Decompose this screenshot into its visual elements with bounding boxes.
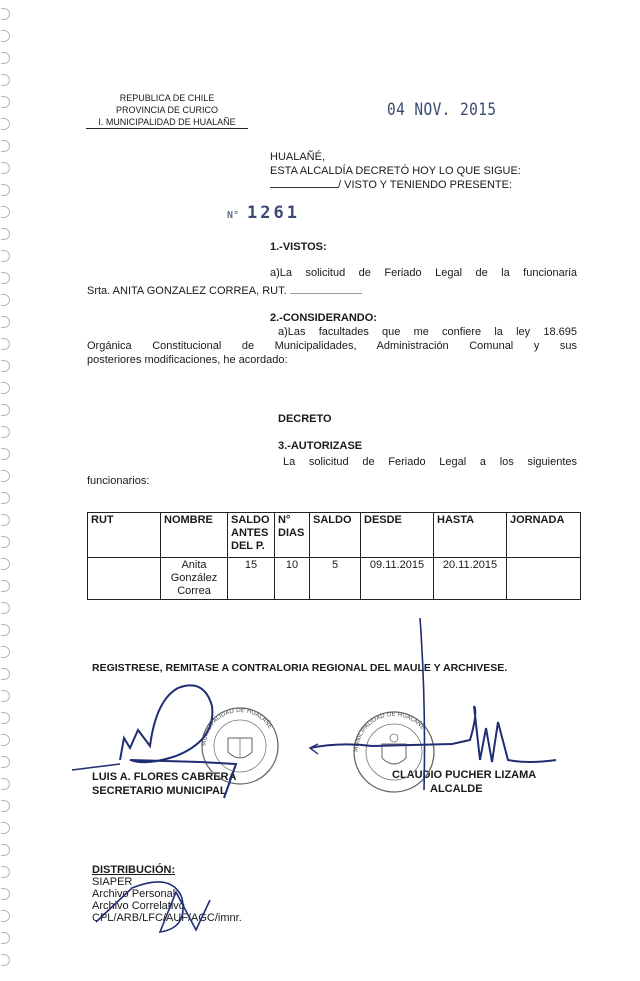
distribution-item: CPL/ARB/LFC/AUF/AGC/imnr.: [92, 912, 242, 924]
binding-ring: [1, 910, 10, 922]
letterhead: [86, 92, 248, 129]
signature-left: [92, 770, 236, 798]
blank-line: [270, 187, 338, 188]
preamble-decree-line: ESTA ALCALDÍA DECRETÓ HOY LO QUE SIGUE:: [270, 165, 521, 177]
table-header-row: [88, 513, 581, 558]
binding-ring: [1, 844, 10, 856]
autorizase-line1: La solicitud de Feriado Legal a los siguientes: [283, 456, 577, 468]
binding-ring: [1, 8, 10, 20]
binding-ring: [1, 52, 10, 64]
binding-ring: [1, 272, 10, 284]
binding-ring: [1, 734, 10, 746]
binding-ring: [1, 888, 10, 900]
decreto-heading: DECRETO: [278, 413, 332, 425]
considerando-heading: 2.-CONSIDERANDO:: [270, 312, 377, 324]
closing-line: REGISTRESE, REMITASE A CONTRALORIA REGIONAL DEL MAULE Y ARCHIVESE.: [92, 662, 508, 674]
binding-ring: [1, 228, 10, 240]
considerando-line3: posteriores modificaciones, he acordado:: [87, 354, 288, 366]
signature-left-title: SECRETARIO MUNICIPAL: [92, 785, 227, 797]
redacted-field: [290, 293, 362, 294]
cell-saldo-antes: 15: [228, 558, 275, 600]
cell-nombre: Anita González Correa: [161, 558, 228, 600]
col-hasta: HASTA: [434, 513, 507, 558]
binding-ring: [1, 514, 10, 526]
signature-right-scribble: [310, 706, 556, 762]
preamble: [270, 150, 521, 192]
binding-ring: [1, 404, 10, 416]
binding-ring: [1, 206, 10, 218]
binding-ring: [1, 338, 10, 350]
binding-ring: [1, 668, 10, 680]
binding-ring: [1, 184, 10, 196]
svg-text:MUNICIPALIDAD DE HUALAÑE: [353, 711, 426, 752]
binding-ring: [1, 30, 10, 42]
seal-left-text: MUNICIPALIDAD DE HUALAÑE: [200, 706, 274, 747]
binding-ring: [1, 74, 10, 86]
signature-right-title: ALCALDE: [430, 783, 483, 795]
autorizase-line2: funcionarios:: [87, 475, 150, 487]
autorizase-heading: 3.-AUTORIZASE: [278, 440, 363, 452]
distribution-title: DISTRIBUCIÓN:: [92, 864, 176, 876]
binding-ring: [1, 360, 10, 372]
signature-left-name: LUIS A. FLORES CABRERA: [92, 771, 237, 783]
table-row: [88, 558, 581, 600]
binding-ring: [1, 690, 10, 702]
binding-ring: [1, 932, 10, 944]
col-rut: RUT: [88, 513, 161, 558]
signature-right: [392, 768, 536, 796]
binding-ring: [1, 778, 10, 790]
binding-ring: [1, 492, 10, 504]
vistos-text-b: Srta. ANITA GONZALEZ CORREA, RUT.: [87, 285, 287, 297]
header-country: REPUBLICA DE CHILE: [119, 93, 215, 103]
binding-ring: [1, 250, 10, 262]
header-municipality: I. MUNICIPALIDAD DE HUALAÑE: [86, 116, 248, 129]
vistos-heading: 1.-VISTOS:: [270, 241, 327, 253]
binding-ring: [1, 954, 10, 966]
distribution-list: [92, 864, 242, 924]
cell-desde: 09.11.2015: [361, 558, 434, 600]
distribution-item: Archivo Correlativo: [92, 900, 185, 912]
distribution-item: SIAPER: [92, 876, 133, 888]
cell-saldo: 5: [310, 558, 361, 600]
binding-ring: [1, 866, 10, 878]
binding-ring: [1, 558, 10, 570]
binding-ring: [1, 822, 10, 834]
feriado-table: [87, 512, 581, 600]
svg-text:MUNICIPALIDAD DE HUALAÑE: [201, 707, 274, 746]
preamble-visto-line: [270, 178, 521, 192]
cell-jornada: [507, 558, 581, 600]
binding-ring: [1, 96, 10, 108]
binding-ring: [1, 624, 10, 636]
considerando-line2: Orgánica Constitucional de Municipalidades, Administración Comunal y sus: [87, 340, 577, 352]
binding-ring: [1, 426, 10, 438]
decree-number-mark: N°: [227, 210, 240, 221]
binding-ring: [1, 646, 10, 658]
cell-hasta: 20.11.2015: [434, 558, 507, 600]
binding-ring: [1, 448, 10, 460]
vistos-text-b-line: [87, 284, 362, 298]
binding-ring: [1, 382, 10, 394]
considerando-line1: a)Las facultades que me confiere la ley 18.695: [278, 326, 577, 338]
col-nombre: NOMBRE: [161, 513, 228, 558]
col-desde: DESDE: [361, 513, 434, 558]
header-province: PROVINCIA DE CURICO: [115, 105, 218, 115]
col-dias: N° DIAS: [275, 513, 310, 558]
binding-ring: [1, 756, 10, 768]
preamble-visto: / VISTO Y TENIENDO PRESENTE:: [338, 179, 513, 191]
binding-ring: [1, 712, 10, 724]
signature-right-name: CLAUDIO PUCHER LIZAMA: [392, 769, 537, 781]
spiral-binding-edge: [0, 0, 14, 981]
preamble-place: HUALAÑÉ,: [270, 151, 326, 163]
binding-ring: [1, 294, 10, 306]
col-saldo-antes: SALDO ANTES DEL P.: [228, 513, 275, 558]
date-stamp: 04 NOV. 2015: [387, 100, 497, 120]
col-jornada: JORNADA: [507, 513, 581, 558]
seal-right-text: MUNICIPALIDAD DE HUALAÑE: [352, 710, 426, 753]
vistos-text-a: a)La solicitud de Feriado Legal de la funcionaria: [270, 267, 577, 279]
binding-ring: [1, 602, 10, 614]
decree-number-stamp: [227, 203, 300, 223]
binding-ring: [1, 118, 10, 130]
cell-rut: [88, 558, 161, 600]
binding-ring: [1, 470, 10, 482]
binding-ring: [1, 800, 10, 812]
binding-ring: [1, 140, 10, 152]
binding-ring: [1, 580, 10, 592]
distribution-item: Archivo Personal: [92, 888, 176, 900]
binding-ring: [1, 316, 10, 328]
cell-dias: 10: [275, 558, 310, 600]
decree-number: 1261: [247, 203, 300, 223]
col-saldo: SALDO: [310, 513, 361, 558]
binding-ring: [1, 162, 10, 174]
binding-ring: [1, 536, 10, 548]
